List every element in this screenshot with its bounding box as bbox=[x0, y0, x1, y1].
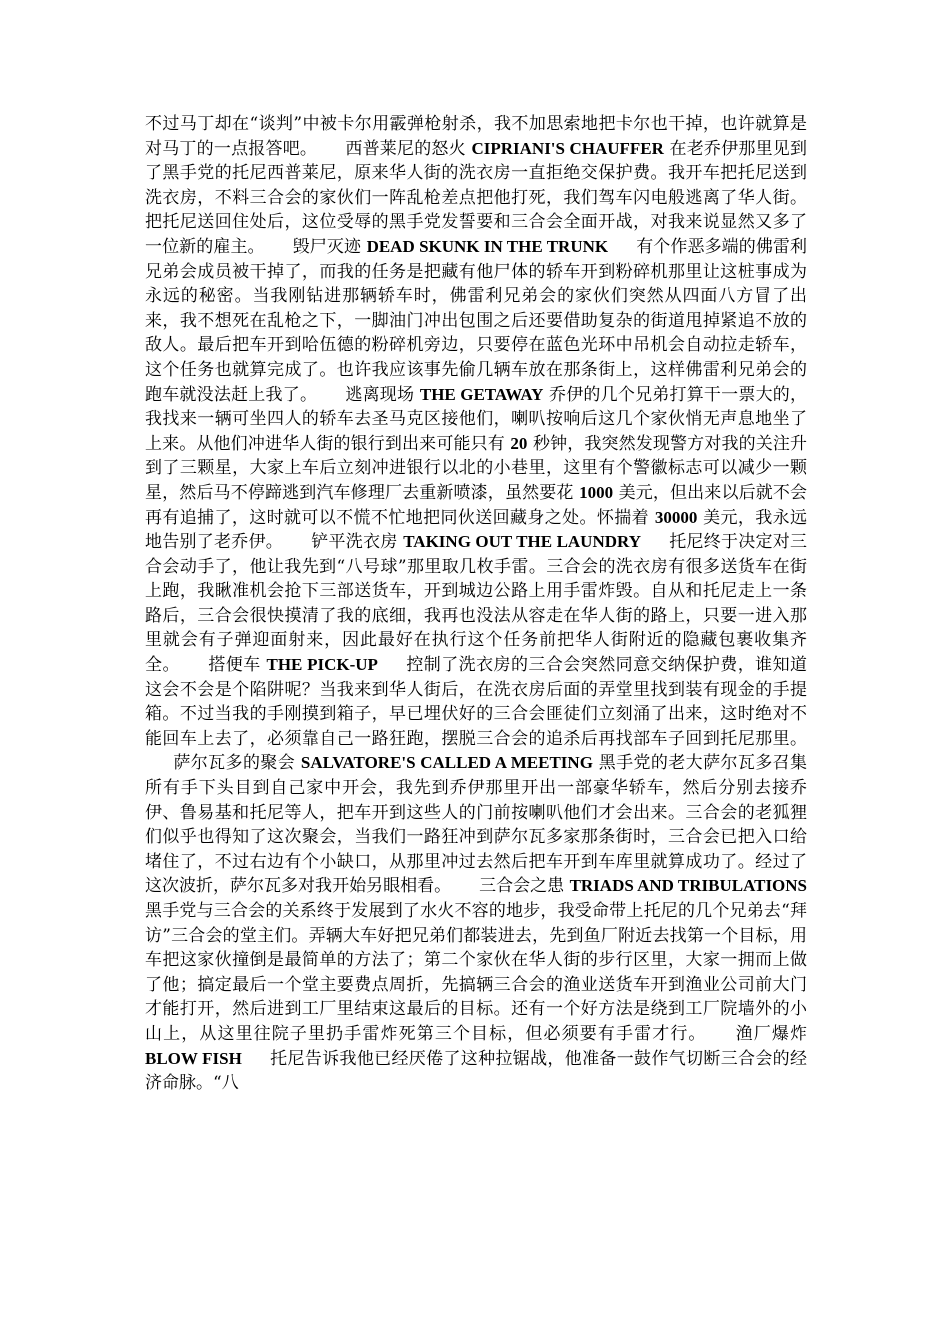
body-text: 黑手党的老大萨尔瓦多召集所有手下头目到自己家中开会，我先到乔伊那里开出一部豪华轿车，然后分别去接乔伊、鲁易基和托尼等人，把车开到这些人的门前按喇叭他们才会出来。三合会的老狐狸们似乎也得知了这次聚会，当我们一路狂冲到萨尔瓦多家那条街时，三合会已把入口给堵住了，不过右边有个小缺口，从那里冲过去然后把车开到车库里就算成功了。经过了这次波折，萨尔瓦多对我开始另眼相看。 bbox=[145, 753, 808, 897]
section-heading: BLOW FISH bbox=[145, 1048, 242, 1068]
body-text: 托尼告诉我他已经厌倦了这种拉锯战，他准备一鼓作气切断三合会的经济命脉。“八 bbox=[145, 1048, 807, 1094]
body-text: 毁尸灭迹 bbox=[292, 236, 367, 257]
document-page bbox=[145, 112, 807, 1096]
body-text: 萨尔瓦多的聚会 bbox=[173, 753, 301, 774]
body-text: 西普莱尼的怒火 bbox=[345, 138, 472, 159]
section-heading: SALVATORE'S CALLED A MEETING bbox=[300, 753, 593, 773]
number-text: 20 bbox=[510, 433, 528, 453]
body-text: 控制了洗衣房的三合会突然同意交纳保护费，谁知道这会不会是个陷阱呢？当我来到华人街后，在洗衣房后面的弄堂里找到装有现金的手提箱。不过当我的手刚摸到箱子，早已埋伏好的三合会匪徒们立刻涌了出来，这时绝对不能回车上去了，必须靠自己一路狂跑，摆脱三合会的追杀后再找部车子回到托尼那里。 bbox=[145, 655, 808, 749]
body-text: 在老乔伊那里见到了黑手党的托尼西普莱尼，原来华人街的洗衣房一直拒绝交保护费。我开车把托尼送到洗衣房，不料三合会的家伙们一阵乱枪差点把他打死，我们驾车闪电般逃离了华人街。把托尼送回住处后，这位受辱的黑手党发誓要和三合会全面开战，对我来说显然又多了一位新的雇主。 bbox=[145, 138, 807, 257]
body-text: 黑手党与三合会的关系终于发展到了水火不容的地步，我受命带上托尼的几个兄弟去“拜访”三合会的堂主们。弄辆大车好把兄弟们都装进去，先到鱼厂附近去找第一个目标，用车把这家伙撞倒是最简单的方法了；第二个家伙在华人街的步行区里，大家一拥而上做了他；搞定最后一个堂主要费点周折，先搞辆三合会的渔业送货车开到渔业公司前大门才能打开，然后进到工厂里结束这最后的目标。还有一个好方法是绕到工厂院墙外的小山上，从这里往院子里扔手雷炸死第三个目标，但必须要有手雷才行。 bbox=[145, 901, 807, 1044]
number-text: 1000 bbox=[579, 482, 614, 502]
body-text: 渔厂爆炸 bbox=[734, 1023, 808, 1044]
body-text: 美元，我永远地告别了老乔伊。 bbox=[145, 507, 807, 553]
body-text: 有个作恶多端的佛雷利兄弟会成员被干掉了，而我的任务是把藏有他尸体的轿车开到粉碎机那里让这桩事成为永远的秘密。当我刚钻进那辆轿车时，佛雷利兄弟会的家伙们突然从四面八方冒了出来，我不想死在乱枪之下，一脚油门冲出包围之后还要借助复杂的街道甩掉紧追不放的敌人。最后把车开到哈伍德的粉碎机旁边，只要停在蓝色光环中吊机会自动拉走轿车，这个任务也就算完成了。也许我应该事先偷几辆车放在那条街上，这样佛雷利兄弟会的跑车就没法赶上我了。 bbox=[145, 236, 808, 405]
body-text: 美元，但出来以后就不会再有追捕了，这时就可以不慌不忙地把同伙送回藏身之处。怀揣着 bbox=[145, 482, 808, 528]
section-heading: DEAD SKUNK IN THE TRUNK bbox=[366, 236, 609, 256]
body-text: 秒钟，我突然发现警方对我的关注升到了三颗星，大家上车后立刻冲进银行以北的小巷里，这里有个警徽标志可以减少一颗星，然后马不停蹄逃到汽车修理厂去重新喷漆，虽然要花 bbox=[145, 433, 807, 503]
section-heading: THE GETAWAY bbox=[419, 384, 544, 404]
body-paragraph bbox=[145, 112, 807, 1096]
section-heading: THE PICK-UP bbox=[266, 655, 378, 675]
body-text: 铲平洗衣房 bbox=[311, 532, 404, 553]
body-text: 三合会之患 bbox=[479, 876, 570, 897]
number-text: 30000 bbox=[654, 507, 698, 527]
section-heading: CIPRIANI'S CHAUFFER bbox=[471, 138, 664, 158]
body-text: 搭便车 bbox=[207, 655, 267, 676]
body-text: 托尼终于决定对三合会动手了，他让我先到“八号球”那里取几枚手雷。三合会的洗衣房有很多送货车在街上跑，我瞅准机会抢下三部送货车，开到城边公路上用手雷炸毁。自从和托尼走上一条路后，三合会很快摸清了我的底细，我再也没法从容走在华人街的路上，只要一进入那里就会有子弹迎面射来，因此最好在执行这个任务前把华人街附近的隐藏包裹收集齐全。 bbox=[145, 532, 808, 676]
body-text: 不过马丁却在“谈判”中被卡尔用霰弹枪射杀，我不加思索地把卡尔也干掉，也许就算是对马丁的一点报答吧。 bbox=[145, 114, 807, 159]
body-text: 乔伊的几个兄弟打算干一票大的，我找来一辆可坐四人的轿车去圣马克区接他们，喇叭按响后这几个家伙悄无声息地坐了上来。从他们冲进华人街的银行到出来可能只有 bbox=[145, 384, 808, 454]
section-heading: TAKING OUT THE LAUNDRY bbox=[403, 532, 641, 552]
section-heading: TRIADS AND TRIBULATIONS bbox=[569, 876, 808, 896]
body-text: 逃离现场 bbox=[345, 384, 420, 405]
